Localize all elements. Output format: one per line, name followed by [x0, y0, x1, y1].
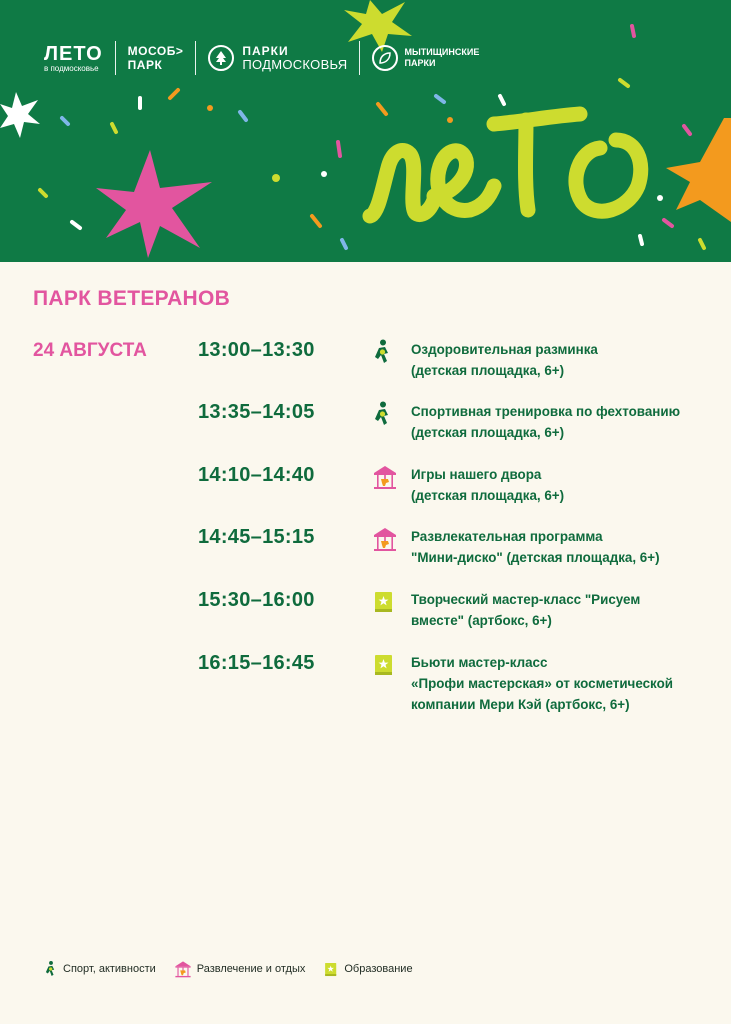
event-date: 24 АВГУСТА [33, 340, 147, 361]
legend-label: Образование [344, 963, 413, 975]
legend-label: Развлечение и отдых [196, 963, 306, 975]
event-line: (детская площадка, 6+) [411, 363, 565, 378]
event-line: вместе" (артбокс, 6+) [411, 613, 552, 628]
event-time: 13:35–14:05 [198, 401, 315, 423]
parki-logo-bottom: ПОДМОСКОВЬЯ [242, 56, 348, 72]
myt-logo-line2: ПАРКИ [404, 58, 436, 68]
mosobpark-logo-line2: ПАРК [127, 58, 163, 72]
event-time: 15:30–16:00 [198, 589, 315, 611]
event-line: Оздоровительная разминка [411, 342, 598, 357]
leto-logo-main: ЛЕТО [44, 42, 103, 65]
mosobpark-logo-line1: МОСОБ> [127, 44, 184, 58]
legend [44, 960, 431, 978]
event-line: Творческий мастер-класс "Рисуем [411, 592, 641, 607]
legend-item-sport [44, 960, 156, 978]
park-title: ПАРК ВЕТЕРАНОВ [33, 287, 231, 310]
event-line: Бьюти мастер-класс [411, 655, 548, 670]
event-line: Развлекательная программа [411, 529, 603, 544]
header-banner [0, 0, 731, 262]
event-description [411, 589, 716, 631]
leto-lettering [370, 114, 641, 216]
white-star-icon [0, 92, 40, 138]
legend-item-education [323, 961, 412, 978]
event-description [411, 339, 716, 381]
event-time: 14:10–14:40 [198, 464, 315, 486]
parki-logo-top: ПАРКИ [242, 43, 289, 58]
event-description [411, 401, 716, 443]
book-icon [372, 589, 396, 615]
myt-logo-line1: МЫТИЩИНСКИЕ [404, 47, 480, 57]
event-line: "Мини-диско" (детская площадка, 6+) [411, 550, 660, 565]
carousel-icon [372, 526, 396, 552]
event-time: 13:00–13:30 [198, 339, 315, 361]
mytishchi-parks-logo [372, 45, 479, 71]
leto-logo-sub: в подмосковье [44, 63, 99, 73]
event-line: Игры нашего двора [411, 467, 542, 482]
event-time: 16:15–16:45 [198, 652, 315, 674]
logo-divider [359, 41, 360, 75]
legend-label: Спорт, активности [63, 963, 156, 975]
leto-logo [44, 44, 103, 73]
sport-icon [372, 339, 396, 365]
leaf-icon [372, 45, 398, 71]
sport-icon [44, 960, 58, 978]
event-line: (детская площадка, 6+) [411, 425, 565, 440]
carousel-icon [174, 960, 192, 978]
event-description [411, 652, 716, 715]
orange-star-icon [666, 118, 731, 222]
event-line: компании Мери Кэй (артбокс, 6+) [411, 697, 630, 712]
legend-item-entertainment [174, 960, 306, 978]
event-description [411, 464, 716, 506]
logo-divider [115, 41, 116, 75]
carousel-icon [372, 464, 396, 490]
event-time: 14:45–15:15 [198, 526, 315, 548]
parki-podmoskovya-logo [208, 45, 347, 72]
logo-divider [195, 41, 196, 75]
tree-icon [208, 45, 234, 71]
event-line: Спортивная тренировка по фехтованию [411, 404, 681, 419]
event-line: (детская площадка, 6+) [411, 488, 565, 503]
book-icon [372, 652, 396, 678]
event-line: «Профи мастерская» от косметической [411, 676, 673, 691]
book-icon [323, 961, 339, 978]
sport-icon [372, 401, 396, 427]
partner-logos [44, 38, 479, 78]
event-description [411, 526, 716, 568]
mosobpark-logo [128, 44, 184, 72]
pink-star-icon [96, 150, 212, 258]
